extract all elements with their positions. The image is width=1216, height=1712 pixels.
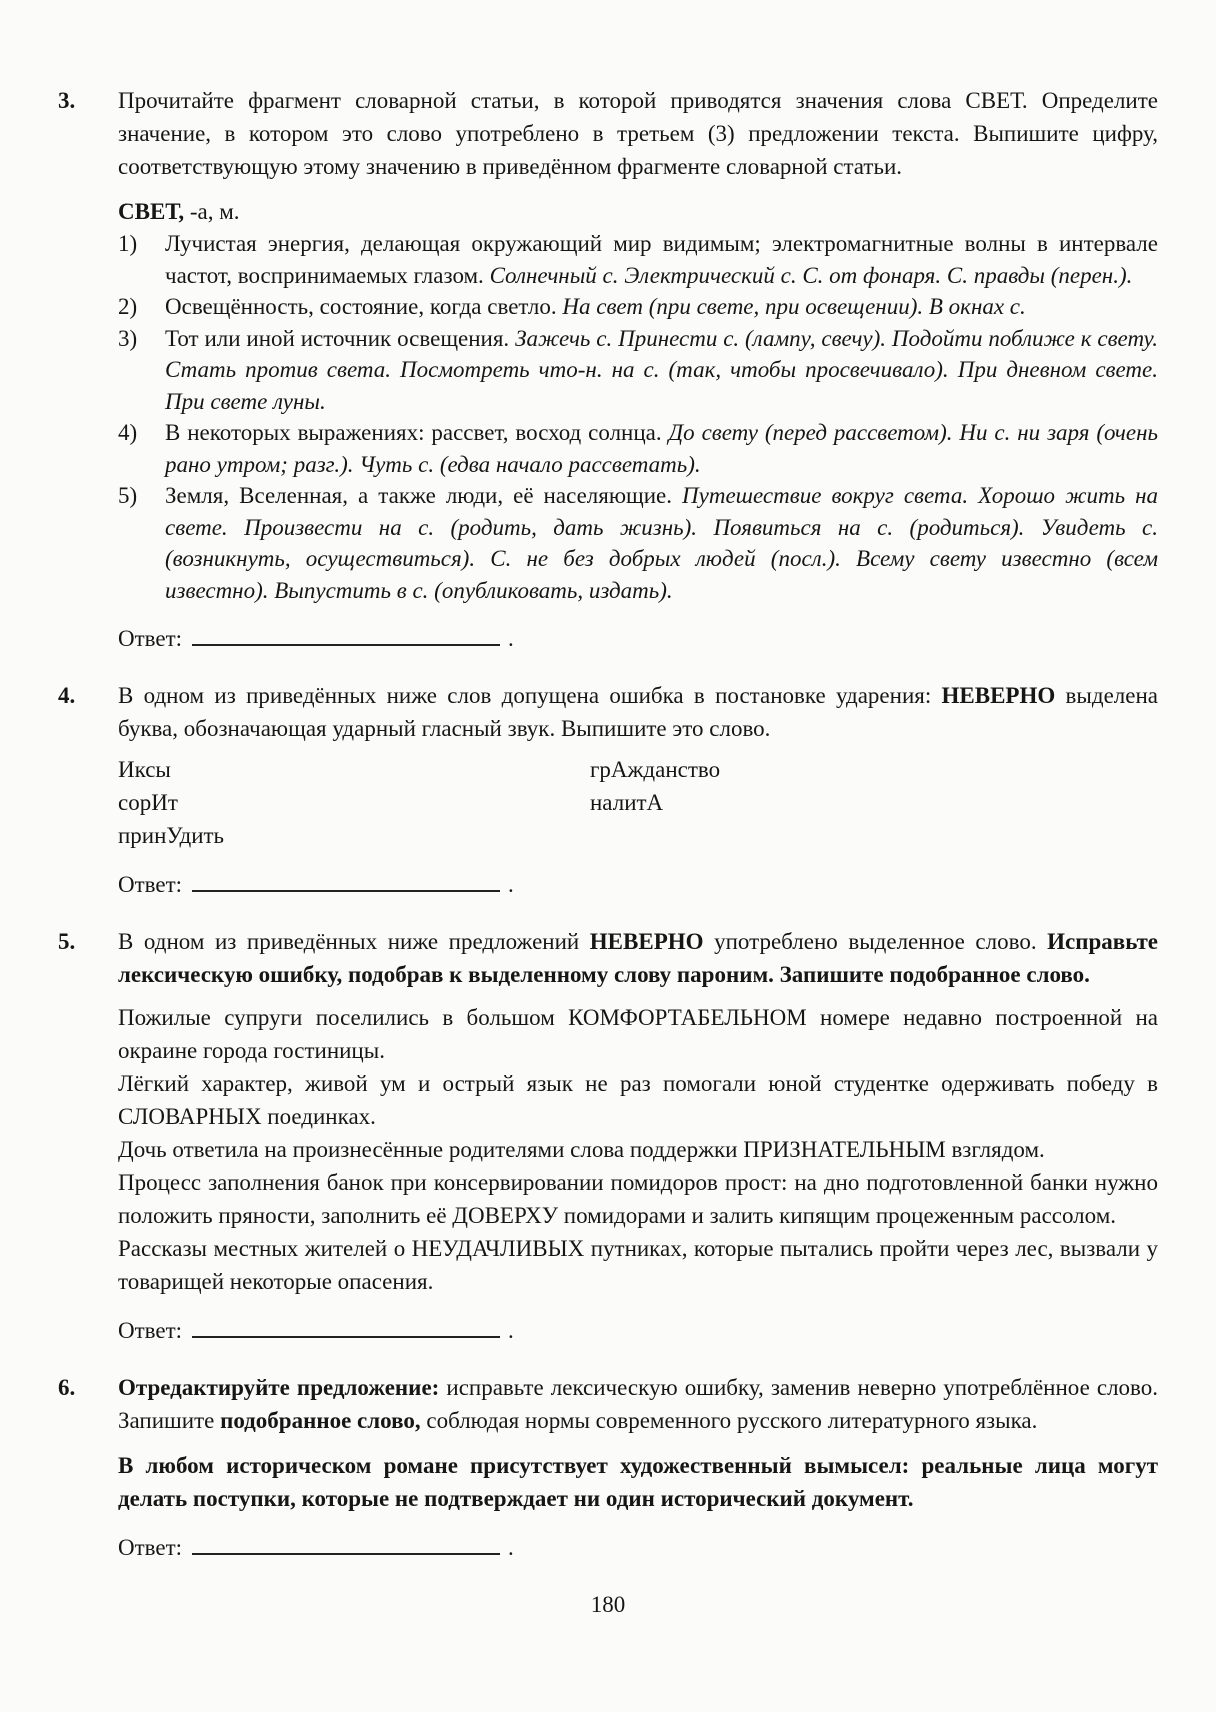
task-number: 6. (58, 1375, 76, 1400)
dictionary-sense (118, 480, 1158, 606)
word-item: налитА (590, 790, 664, 815)
word-column-right (590, 753, 720, 852)
answer-blank (192, 624, 500, 646)
sense-number: 5) (118, 483, 138, 508)
sense-number: 2) (118, 294, 138, 319)
answer-label: Ответ: (118, 626, 183, 651)
answer-line (118, 1314, 1158, 1347)
task-intro: Прочитайте фрагмент словарной статьи, в которой приводятся значения слова СВЕТ. Определите значение, в котором это слово употреблено в третьем (3) предложении текста. Выпишите цифру, соответствующую этому значению в приведённом фрагменте словарной статьи. (118, 88, 1158, 179)
sense-number: 1) (118, 231, 138, 256)
sentence: Пожилые супруги поселились в большом КОМФОРТАБЕЛЬНОМ номере недавно построенной на окраине города гостиницы. (118, 1005, 1158, 1063)
task-6 (58, 1371, 1158, 1568)
sense-text: В некоторых выражениях: рассвет, восход солнца. До свету (перед рассветом). Ни с. ни заря (очень рано утром; разг.). Чуть с. (едва начало рассветать). (165, 420, 1158, 477)
answer-label: Ответ: (118, 1535, 183, 1560)
sense-number: 3) (118, 325, 138, 351)
sentence: Дочь ответила на произнесённые родителями слова поддержки ПРИЗНАТЕЛЬНЫМ взглядом. (118, 1137, 1045, 1162)
page-number: 180 (590, 1592, 626, 1617)
task-number: 5. (58, 929, 76, 954)
task-5 (58, 925, 1158, 1351)
dictionary-entry (118, 228, 1158, 606)
task-number: 4. (58, 683, 76, 708)
sense-number: 4) (118, 420, 138, 445)
answer-period: . (508, 1535, 514, 1560)
answer-blank (192, 870, 500, 892)
answer-line (118, 868, 1158, 901)
answer-label: Ответ: (118, 1318, 183, 1343)
word-column-left (118, 753, 590, 852)
answer-period: . (508, 1318, 514, 1343)
task-intro: Отредактируйте предложение: исправьте лексическую ошибку, заменив неверно употреблённое слово. Запишите подобранное слово, соблюдая нормы современного русского литературного языка. (118, 1375, 1159, 1433)
task-intro: В одном из приведённых ниже слов допущена ошибка в постановке ударения: НЕВЕРНО выделена буква, обозначающая ударный гласный звук. Выпишите это слово. (118, 683, 1158, 741)
sense-text: Земля, Вселенная, а также люди, её населяющие. Путешествие вокруг света. Хорошо жить на свете. Произвести на с. (родить, дать жизнь). Появиться на с. (родиться). Увидеть с. (возникнуть, осуществиться). С. не без добрых людей (посл.). Всему свету известно (всем известно). Выпустить в с. (опубликовать, издать). (165, 483, 1158, 603)
dictionary-sense (118, 228, 1158, 291)
task-3 (58, 84, 1158, 659)
answer-label: Ответ: (118, 872, 183, 897)
answer-period: . (508, 626, 514, 651)
word-item: грАжданство (590, 757, 721, 782)
dictionary-headword: СВЕТ, -а, м. (118, 199, 240, 224)
sentence: Рассказы местных жителей о НЕУДАЧЛИВЫХ путниках, которые пытались пройти через лес, вызвали у товарищей некоторые опасения. (118, 1236, 1158, 1294)
answer-line (118, 1531, 1158, 1564)
answer-blank (192, 1533, 500, 1555)
dictionary-sense (118, 291, 1158, 323)
dictionary-sense (118, 323, 1158, 418)
sense-text: Освещённость, состояние, когда светло. На свет (при свете, при освещении). В окнах с. (165, 294, 1026, 319)
answer-line (118, 622, 1158, 655)
sense-text: Лучистая энергия, делающая окружающий мир видимым; электромагнитные волны в интервале частот, воспринимаемых глазом. Солнечный с. Электрический с. С. от фонаря. С. правды (перен.). (165, 231, 1158, 288)
sentence: Лёгкий характер, живой ум и острый язык не раз помогали юной студентке одерживать победу в СЛОВАРНЫХ поединках. (118, 1071, 1158, 1129)
sentence: Процесс заполнения банок при консервировании помидоров прост: на дно подготовленной банки нужно положить пряности, заполнить её ДОВЕРХУ помидорами и залить кипящим процеженным рассолом. (118, 1170, 1158, 1228)
sentence-list (118, 1001, 1158, 1298)
word-item: сорИт (118, 790, 178, 815)
word-item: Иксы (118, 757, 171, 782)
sentence-to-edit: В любом историческом романе присутствует художественный вымысел: реальные лица могут делать поступки, которые не подтверждает ни один исторический документ. (118, 1453, 1158, 1511)
sense-text: Тот или иной источник освещения. Зажечь с. Принести с. (лампу, свечу). Подойти поближе к свету. Стать против света. Посмотреть что-н. на с. (так, чтобы просвечивало). При дневном свете. При свете луны. (165, 325, 1159, 414)
answer-period: . (508, 872, 514, 897)
task-4 (58, 679, 1158, 905)
word-item: принУдить (118, 823, 225, 848)
answer-blank (192, 1316, 500, 1338)
word-list (118, 753, 1158, 852)
dictionary-sense (118, 417, 1158, 480)
task-number: 3. (58, 88, 76, 113)
task-intro: В одном из приведённых ниже предложений НЕВЕРНО употреблено выделенное слово. Исправьте лексическую ошибку, подобрав к выделенному слову пароним. Запишите подобранное слово. (118, 929, 1158, 987)
